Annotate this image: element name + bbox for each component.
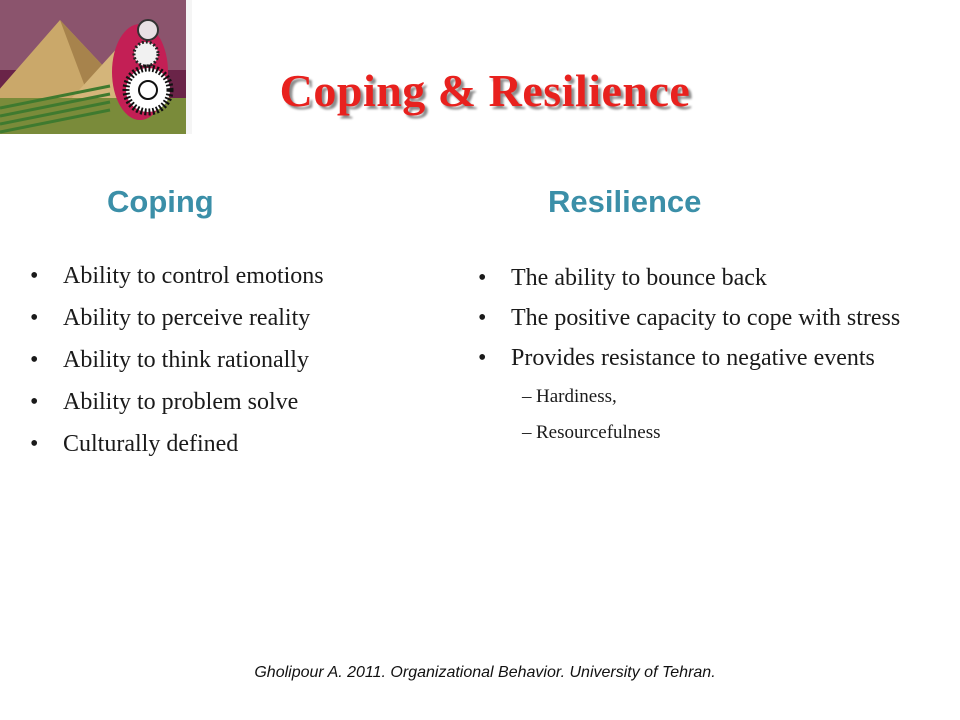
sub-list-item-text: Hardiness, <box>536 386 617 407</box>
list-item: • Ability to control emotions <box>30 259 430 301</box>
list-item: • Culturally defined <box>30 427 430 469</box>
sub-list-item <box>478 418 924 448</box>
list-item: • Ability to perceive reality <box>30 301 430 343</box>
list-item: • The positive capacity to cope with stress <box>478 302 924 334</box>
list-item: • The ability to bounce back <box>478 262 924 294</box>
coping-list <box>30 259 430 469</box>
list-item: • Provides resistance to negative events <box>478 342 924 374</box>
resilience-heading: Resilience <box>548 184 702 219</box>
sub-list-item-text: Resourcefulness <box>536 422 661 443</box>
list-item: • Ability to problem solve <box>30 385 430 427</box>
slide-title: Coping & Resilience <box>279 65 691 116</box>
list-item: • Ability to think rationally <box>30 343 430 385</box>
citation-footer: Gholipour A. 2011. Organizational Behavior. University of Tehran. <box>254 664 716 681</box>
coping-heading: Coping <box>107 184 214 219</box>
sub-list-item <box>478 382 924 412</box>
resilience-list <box>478 262 924 448</box>
